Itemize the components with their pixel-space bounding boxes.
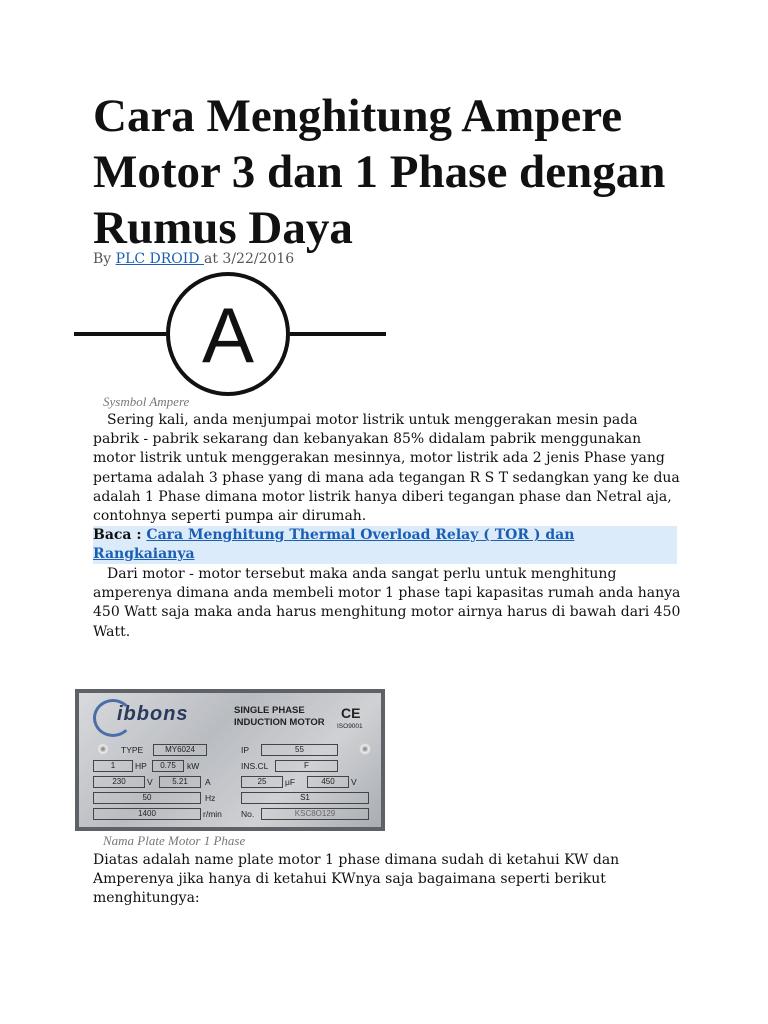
ampere-letter: A (201, 291, 255, 379)
plate-ip-label: IP (241, 745, 250, 755)
plate-kw-label: kW (187, 761, 200, 771)
plate-s-value: S1 (241, 792, 369, 804)
plate-heading-2: INDUCTION MOTOR (234, 717, 325, 728)
baca-label: Baca : (93, 527, 147, 543)
paragraph-3: Diatas adalah name plate motor 1 phase dimana sudah di ketahui KW dan Amperenya jika hanya di ketahui KWnya saja bagaimana seperti berikut menghitungya: (93, 852, 620, 907)
plate-kw-value: 0.75 (152, 760, 184, 772)
author-link[interactable]: PLC DROID (115, 251, 204, 267)
ampere-symbol-figure (74, 272, 386, 396)
name-plate-caption: Nama Plate Motor 1 Phase (103, 833, 246, 848)
plate-ins-value: F (275, 760, 338, 772)
plate-brand: ibbons (117, 703, 189, 725)
plate-uf-label: μF (285, 777, 296, 787)
plate-uf-value: 25 (241, 776, 283, 788)
plate-v2-label: V (351, 777, 357, 787)
ampere-caption: Sysmbol Ampere (103, 394, 190, 409)
plate-screw-left (97, 743, 109, 755)
plate-ce-mark: CE (341, 705, 361, 721)
plate-v2-value: 450 (307, 776, 349, 788)
plate-volt-value: 230 (93, 776, 145, 788)
plate-ip-value: 55 (261, 744, 338, 756)
plate-heading-1: SINGLE PHASE (234, 705, 305, 716)
plate-no-value: KSC8O129 (261, 808, 369, 820)
plate-screw-right (359, 743, 371, 755)
plate-hz-label: Hz (205, 793, 216, 803)
paragraph-2: Dari motor - motor tersebut maka anda sangat perlu untuk menghitung amperenya dimana anda membeli motor 1 phase tapi kapasitas rumah anda hanya 450 Watt saja maka anda harus menghitung motor airnya harus di bawah dari 450 Watt. (93, 566, 681, 640)
paragraph-1: Sering kali, anda menjumpai motor listrik untuk menggerakan mesin pada pabrik - pabrik sekarang dan kebanyakan 85% didalam pabrik menggunakan motor listrik untuk menggerakan mesinnya, motor listrik ada 2 jenis Phase yang pertama adalah 3 phase yang di mana ada tegangan R S T sedangkan yang ke dua adalah 1 Phase dimana motor listrik hanya diberi tegangan phase dan Netral aja, contohnya seperti pumpa air dirumah. (93, 412, 680, 525)
plate-type-label: TYPE (121, 745, 144, 755)
plate-hp-label: HP (135, 761, 147, 771)
byline-prefix: By (93, 251, 116, 267)
byline-date: at 3/22/2016 (203, 251, 295, 267)
plate-hz-value: 50 (93, 792, 201, 804)
plate-amp-value: 5.21 (159, 776, 201, 788)
plate-rpm-label: r/min (203, 809, 222, 819)
plate-type-value: MY6024 (153, 744, 207, 756)
plate-volt-label: V (147, 777, 153, 787)
name-plate-image (75, 689, 385, 831)
plate-rpm-value: 1400 (93, 808, 201, 820)
plate-iso: ISO9001 (337, 723, 363, 730)
plate-no-label: No. (241, 809, 255, 819)
plate-ins-label: INS.CL (241, 761, 269, 771)
plate-amp-label: A (205, 777, 211, 787)
related-link-box (93, 526, 677, 564)
article-title: Cara Menghitung Ampere Motor 3 dan 1 Phase dengan Rumus Daya (93, 90, 666, 254)
related-article-link[interactable]: Cara Menghitung Thermal Overload Relay ( TOR ) dan Rangkaianya (93, 527, 575, 562)
plate-hp-value: 1 (93, 760, 133, 772)
byline (93, 251, 294, 267)
